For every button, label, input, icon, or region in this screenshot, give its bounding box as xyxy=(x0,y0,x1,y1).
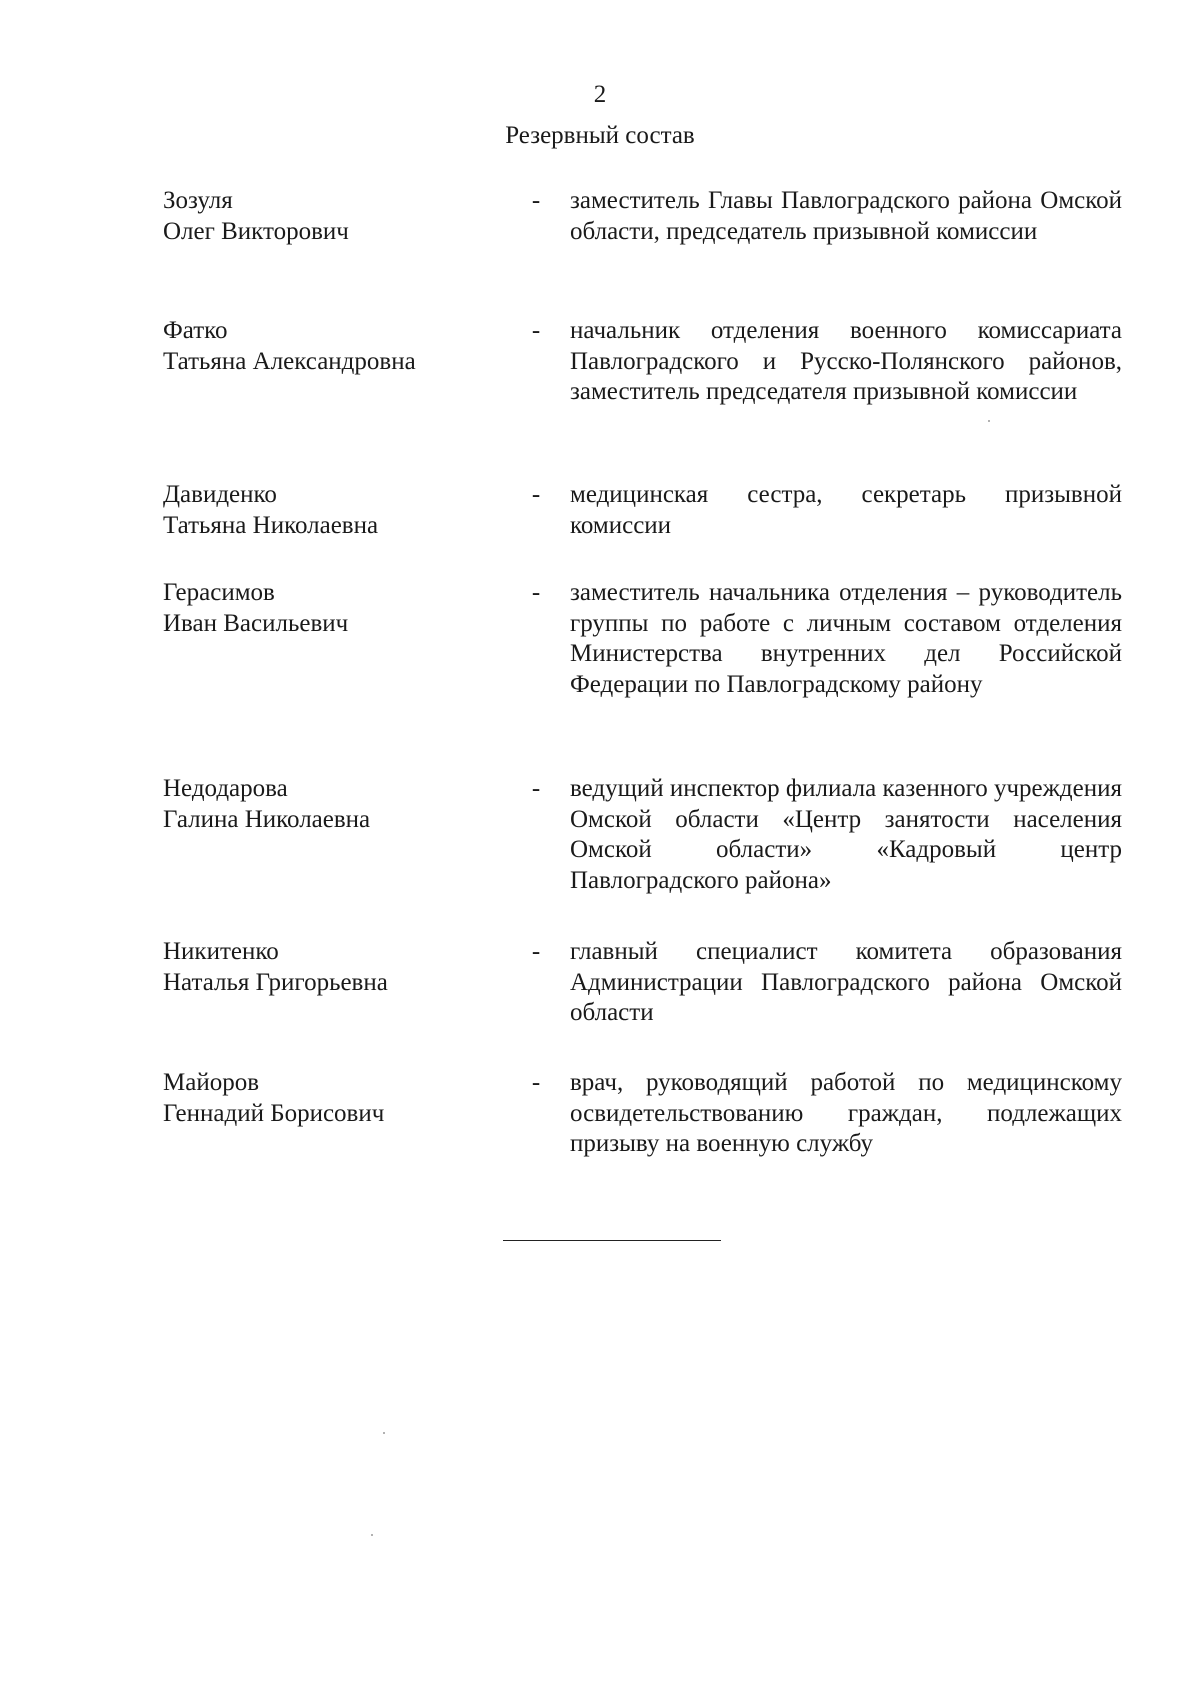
member-role: заместитель Главы Павлоградского района Омской области, председатель призывной комиссии xyxy=(570,187,1122,245)
member-given-names: Иван Васильевич xyxy=(163,609,349,637)
scan-speck xyxy=(988,420,990,422)
member-role: врач, руководящий работой по медицинскому освидетельствованию граждан, подлежащих призыву на военную службу xyxy=(570,1069,1122,1157)
member-given-names: Татьяна Николаевна xyxy=(163,511,379,539)
member-name xyxy=(163,937,503,998)
member-surname: Фатко xyxy=(163,317,228,344)
dash-separator: - xyxy=(531,579,541,606)
member-name xyxy=(163,1068,503,1129)
member-role: заместитель начальника отделения – руководитель группы по работе с личным составом отделения Министерства внутренних дел Российской Федерации по Павлоградскому району xyxy=(570,579,1122,698)
dash-separator: - xyxy=(531,775,541,802)
member-role: медицинская сестра, секретарь призывной комиссии xyxy=(570,481,1122,539)
dash-separator: - xyxy=(531,938,541,965)
member-surname: Зозуля xyxy=(163,187,233,214)
section-title: Резервный состав xyxy=(505,122,695,149)
page-number: 2 xyxy=(593,81,607,108)
member-surname: Никитенко xyxy=(163,938,279,965)
member-surname: Герасимов xyxy=(163,579,275,606)
scan-speck xyxy=(371,1534,373,1536)
dash-separator: - xyxy=(531,1069,541,1096)
member-role: главный специалист комитета образования Администрации Павлоградского района Омской области xyxy=(570,938,1122,1026)
member-role: начальник отделения военного комиссариата Павлоградского и Русско-Полянского районов, заместитель председателя призывной комиссии xyxy=(570,317,1122,405)
member-name xyxy=(163,774,503,835)
member-name xyxy=(163,316,503,377)
member-surname: Недодарова xyxy=(163,775,288,802)
member-name xyxy=(163,186,503,247)
member-role: ведущий инспектор филиала казенного учреждения Омской области «Центр занятости населения Омской области» «Кадровый центр Павлоградского района» xyxy=(570,775,1122,894)
member-given-names: Геннадий Борисович xyxy=(163,1099,385,1127)
dash-separator: - xyxy=(531,481,541,508)
member-name xyxy=(163,480,503,541)
dash-separator: - xyxy=(531,187,541,214)
dash-separator: - xyxy=(531,317,541,344)
member-given-names: Наталья Григорьевна xyxy=(163,968,388,996)
member-given-names: Галина Николаевна xyxy=(163,805,371,833)
member-surname: Майоров xyxy=(163,1069,260,1096)
member-name xyxy=(163,578,503,639)
scan-speck xyxy=(383,1432,385,1434)
end-of-list-rule xyxy=(503,1240,721,1241)
member-surname: Давиденко xyxy=(163,481,277,508)
member-given-names: Олег Викторович xyxy=(163,217,349,245)
member-given-names: Татьяна Александровна xyxy=(163,347,416,375)
